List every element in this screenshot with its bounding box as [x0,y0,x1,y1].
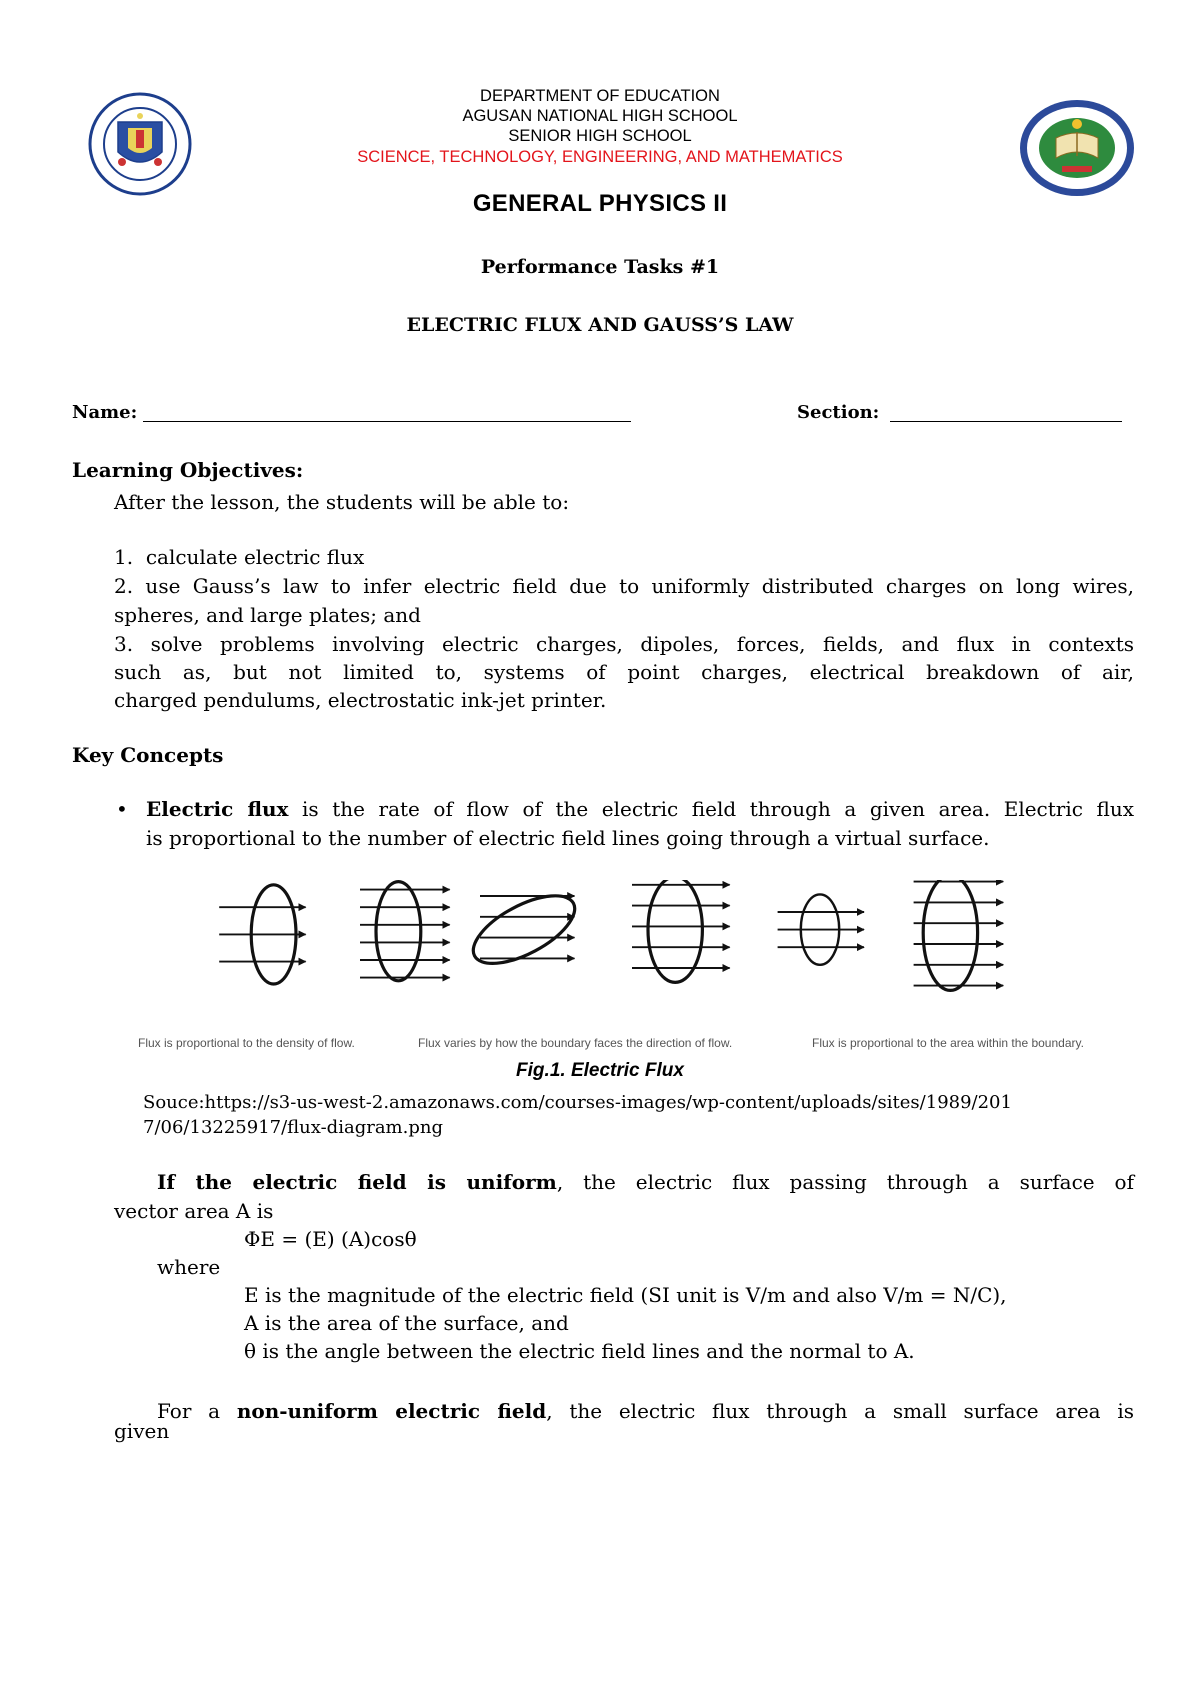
topic-title: ELECTRIC FLUX AND GAUSS’S LAW [406,314,794,336]
flux-surface-6 [923,880,977,990]
section-label: Section: [797,402,880,423]
bullet-term: Electric flux [146,797,289,821]
level-line: SENIOR HIGH SCHOOL [508,127,692,145]
nonuniform-line-1 [157,1397,1134,1425]
flux-formula: ΦE = (E) (A)cosθ [244,1227,417,1251]
task-title: Performance Tasks #1 [480,256,720,278]
objective-item-3-line3: charged pendulums, electrostatic ink-jet printer. [114,688,607,712]
objective-item-2-line2: spheres, and large plates; and [114,603,421,627]
objectives-heading: Learning Objectives: [72,458,304,482]
nonuniform-text: , the electric flux through a small surface area is [546,1399,1135,1423]
nonuniform-term: non-uniform electric field [236,1399,547,1423]
figure-title: Fig.1. Electric Flux [516,1060,684,1081]
uniform-term: If the electric field is uniform [157,1170,557,1194]
department-line: DEPARTMENT OF EDUCATION [480,87,720,105]
objective-item-3-line1: 3. solve problems involving electric charges, dipoles, forces, fields, and flux in contexts [114,632,1134,656]
name-label: Name: [72,402,138,423]
key-concepts-heading: Key Concepts [72,743,224,767]
name-field[interactable] [143,421,631,422]
definition-a: A is the area of the surface, and [244,1311,569,1335]
section-field[interactable] [890,421,1122,422]
nonuniform-line-2: given [114,1419,170,1443]
figure-caption-density: Flux is proportional to the density of flow. [138,1036,355,1050]
figure-caption-direction: Flux varies by how the boundary faces the direction of flow. [418,1036,733,1050]
figure-caption-area: Flux is proportional to the area within the boundary. [812,1036,1084,1050]
figure-source-line2: 7/06/13225917/flux-diagram.png [143,1117,443,1138]
strand-line: SCIENCE, TECHNOLOGY, ENGINEERING, AND MATHEMATICS [357,148,843,166]
electric-flux-diagram [112,880,1152,1000]
bullet-line-1 [146,795,1134,823]
objective-item-1 [114,543,364,571]
uniform-line-1 [157,1168,1134,1196]
bullet-line-2: is proportional to the number of electric field lines going through a virtual surface. [146,826,990,850]
flux-surface-2 [376,882,421,981]
page-title: GENERAL PHYSICS II [472,190,728,217]
nonuniform-lead: For a [157,1399,237,1423]
objective-item-3-line2: such as, but not limited to, systems of point charges, electrical breakdown of air, [114,660,1134,684]
objectives-intro: After the lesson, the students will be able to: [114,490,570,514]
objective-item-2-line1: 2. use Gauss’s law to infer electric field due to uniformly distributed charges on long wires, [114,574,1134,598]
uniform-line-2: vector area A is [114,1199,274,1223]
bullet-definition: is the rate of flow of the electric field through a given area. Electric flux [288,797,1135,821]
objective-number: 1. [114,545,134,569]
school-line: AGUSAN NATIONAL HIGH SCHOOL [462,107,738,125]
figure-source-line1: Souce:https://s3-us-west-2.amazonaws.com/courses-images/wp-content/uploads/sites/1989/201 [143,1092,1012,1113]
uniform-text: , the electric flux passing through a surface of [556,1170,1134,1194]
objective-text: calculate electric flux [145,545,365,569]
where-label: where [157,1255,221,1279]
definition-theta: θ is the angle between the electric field lines and the normal to A. [244,1339,915,1363]
bullet-dot: • [116,797,128,821]
definition-e: E is the magnitude of the electric field (SI unit is V/m and also V/m = N/C), [244,1283,1007,1307]
